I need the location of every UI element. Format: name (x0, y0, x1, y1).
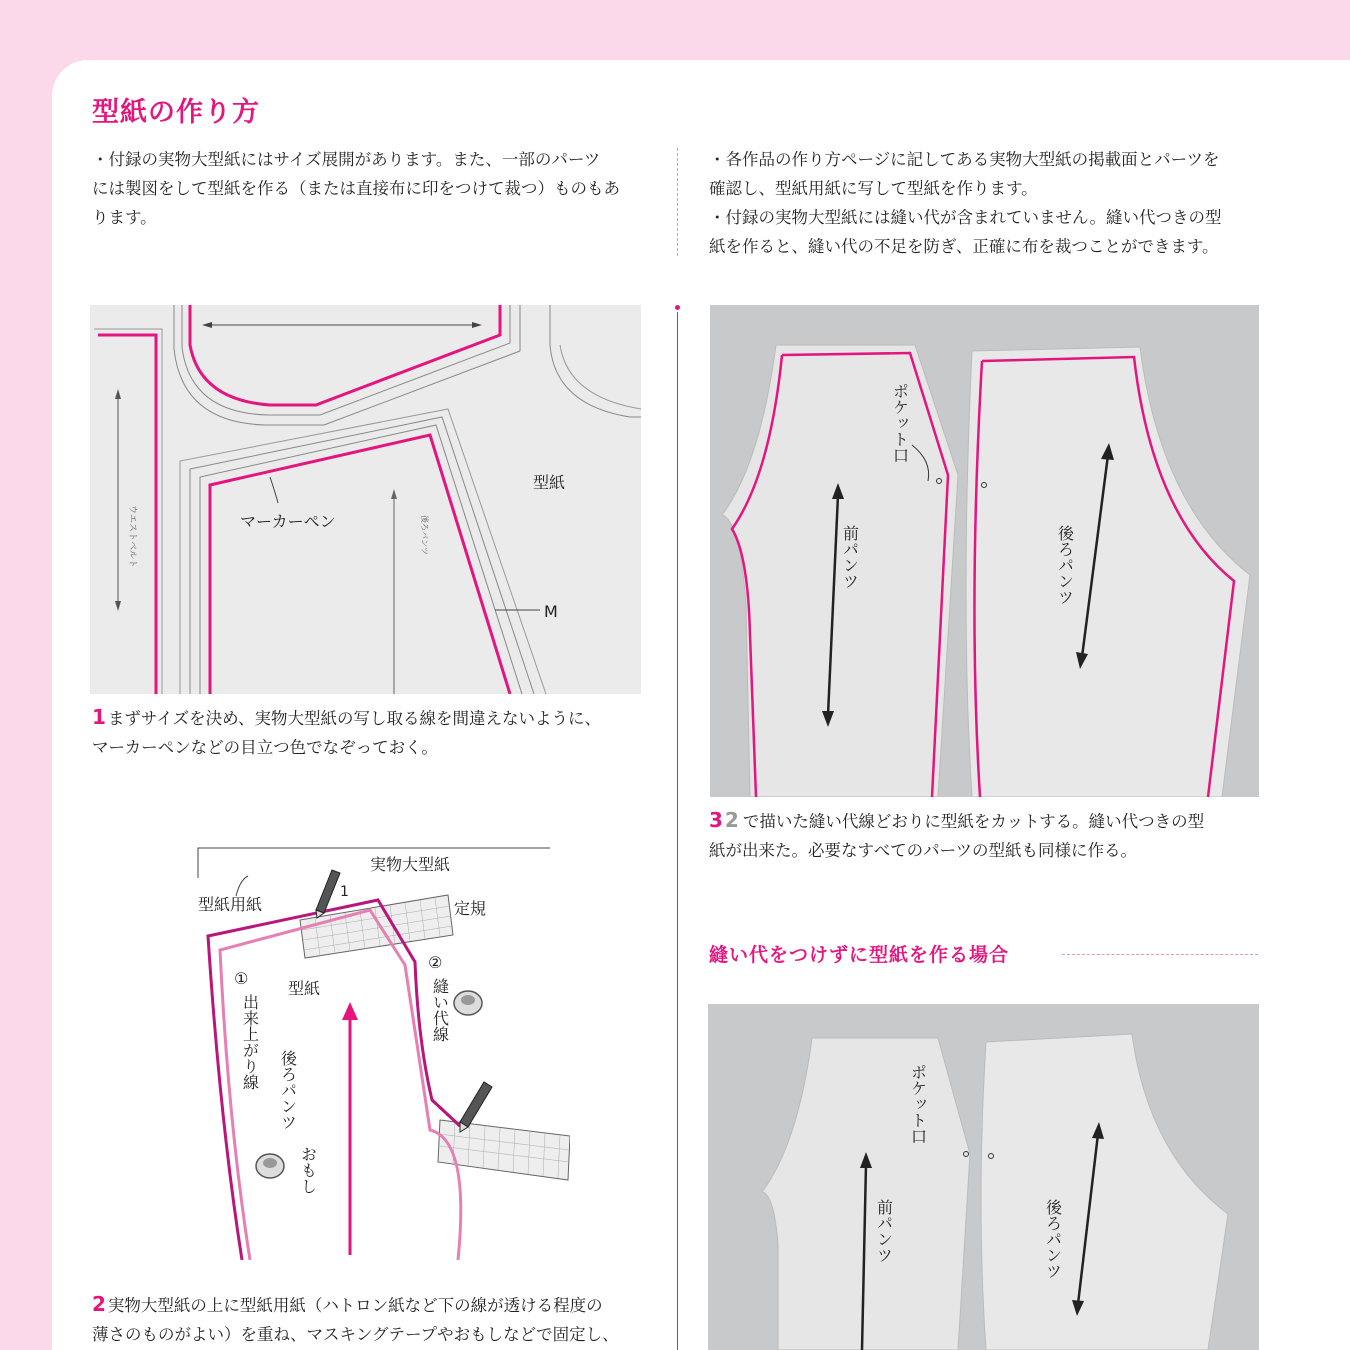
step3-caption (709, 806, 1279, 865)
step2-line: 薄さのものがよい）を重ね、マスキングテープやおもしなどで固定し、 (92, 1325, 619, 1344)
seam-line-label: 縫い代線 (430, 978, 450, 1042)
intro-right-line: ・各作品の作り方ページに記してある実物大型紙の掲載面とパーツを (709, 150, 1220, 169)
pattern-label: 型紙 (288, 979, 321, 998)
step1-line: まずサイズを決め、実物大型紙の写し取る線を間違えないように、 (107, 709, 601, 728)
step1-number: 1 (92, 705, 106, 729)
page-title: 型紙の作り方 (92, 97, 260, 128)
pocket-opening-label: ポケット口 (908, 1064, 928, 1144)
no-seam-patterns-drawing (708, 1004, 1259, 1350)
intro-right-line: 確認し、型紙用紙に写して型紙を作ります。 (709, 179, 1038, 198)
pocket-opening-label: ポケット口 (890, 383, 910, 463)
seam-width-label: 1 (340, 884, 349, 900)
intro-left-line: ・付録の実物大型紙にはサイズ展開があります。また、一部のパーツ (92, 150, 601, 169)
subheading: 縫い代をつけずに型紙を作る場合 (709, 944, 1010, 966)
back-pants-label: 後ろパンツ (278, 1050, 298, 1130)
front-pants-label: 前パンツ (874, 1199, 894, 1263)
finished-line-number: ① (234, 969, 249, 988)
column-divider (677, 312, 678, 1350)
back-pants-small-label: 後ろパンツ (420, 515, 429, 555)
finished-line-label: 出来上がり線 (240, 994, 260, 1090)
intro-left-line: には製図をして型紙を作る（または直接布に印をつけて裁つ）ものもあ (92, 179, 620, 198)
column-divider-dot (675, 305, 680, 310)
photo-pattern-sheet (90, 305, 641, 694)
photo-no-seam-patterns (708, 1004, 1259, 1350)
intro-right-line: 紙を作ると、縫い代の不足を防ぎ、正確に布を裁つことができます。 (709, 237, 1219, 256)
cut-patterns-drawing (710, 305, 1259, 797)
waist-band-label: ウエストベルト (127, 505, 137, 569)
back-pants-label: 後ろパンツ (1043, 1199, 1063, 1279)
size-m-label: M (544, 602, 558, 621)
weight-label: おもし (298, 1146, 318, 1194)
step3-line: 紙が出来た。必要なすべてのパーツの型紙も同様に作る。 (709, 841, 1138, 860)
photo-cut-patterns (710, 305, 1259, 797)
step2-number: 2 (92, 1292, 106, 1316)
pattern-label: 型紙 (533, 473, 566, 492)
full-size-pattern-label: 実物大型紙 (370, 855, 451, 874)
step2-line: 実物大型紙の上に型紙用紙（ハトロン紙など下の線が透ける程度の (107, 1296, 603, 1315)
step1-caption (92, 703, 662, 762)
step1-line: マーカーペンなどの目立つ色でなぞっておく。 (92, 738, 438, 757)
step3-line: で描いた縫い代線どおりに型紙をカットする。縫い代つきの型 (742, 812, 1205, 831)
step2-caption (92, 1290, 662, 1349)
intro-right-line: ・付録の実物大型紙には縫い代が含まれていません。縫い代つきの型 (709, 208, 1222, 227)
intro-divider (677, 148, 678, 256)
intro-left-line: ります。 (92, 208, 157, 227)
pattern-paper-label: 型紙用紙 (198, 895, 263, 914)
seam-allowance-diagram (170, 840, 570, 1260)
weight-icon (454, 991, 482, 1015)
step3-ref-number: 2 (724, 808, 739, 832)
pattern-sheet-drawing (90, 305, 641, 694)
step3-number: 3 (709, 808, 723, 832)
subheading-rule (1062, 954, 1258, 955)
front-pants-label: 前パンツ (840, 525, 860, 589)
intro-left (92, 145, 652, 232)
marker-label: マーカーペン (240, 512, 336, 531)
seam-line-number: ② (428, 953, 443, 972)
ruler-label: 定規 (454, 899, 487, 918)
weight-icon (256, 1154, 284, 1178)
back-pants-label: 後ろパンツ (1055, 525, 1075, 605)
intro-right (709, 145, 1269, 261)
